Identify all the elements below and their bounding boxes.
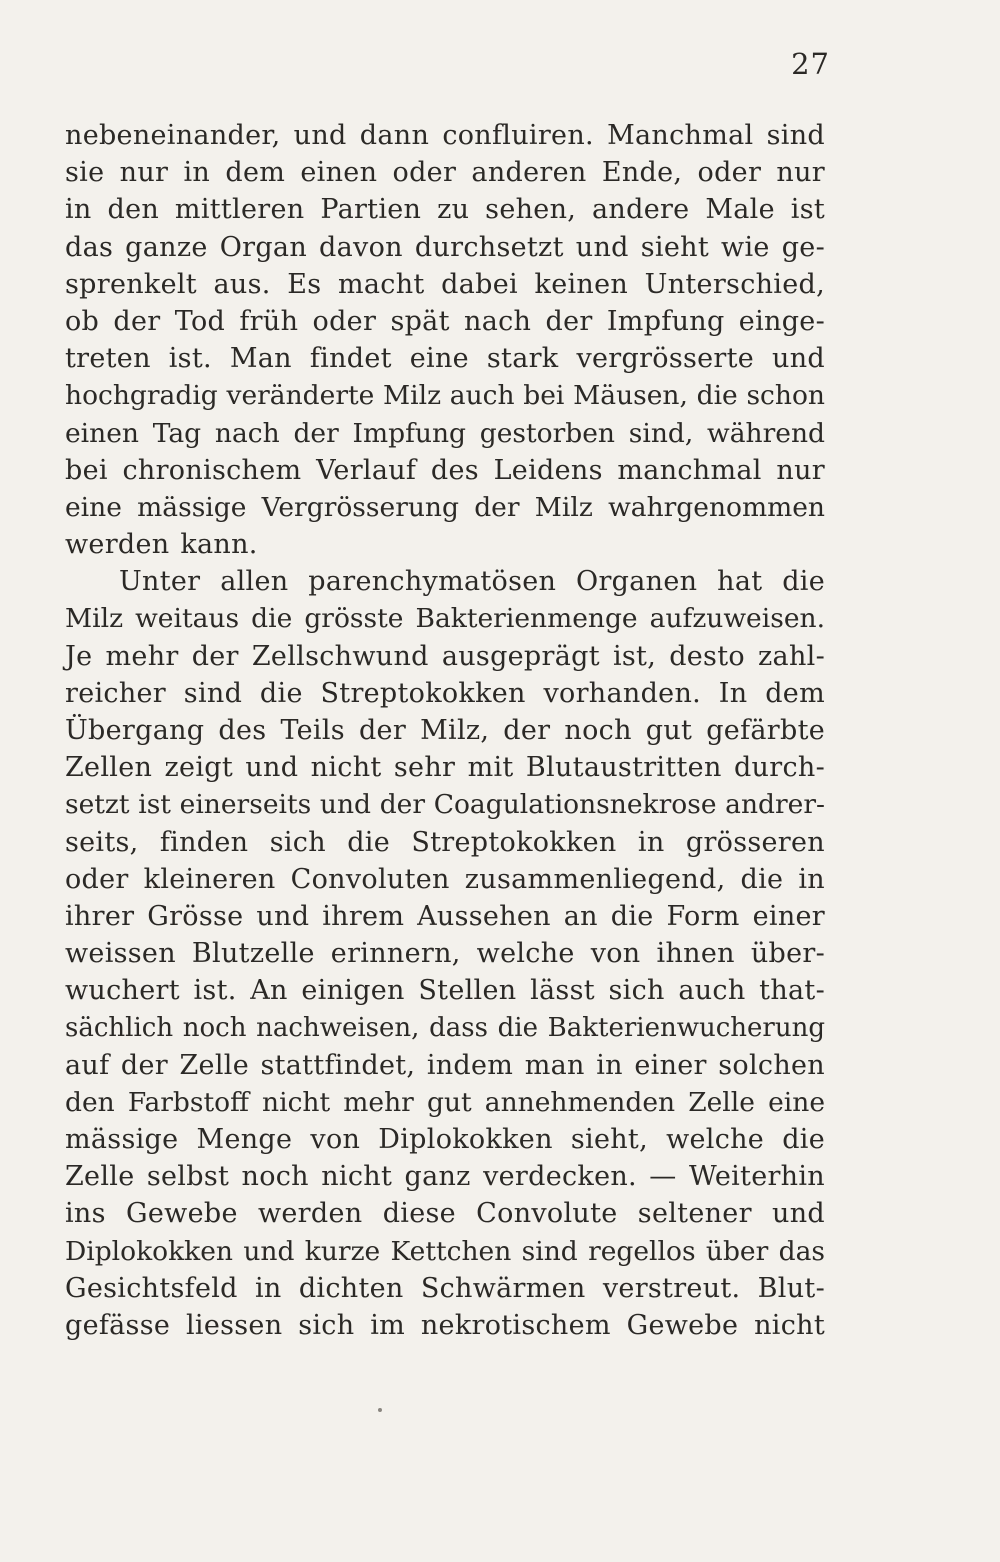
- text-line: Übergang des Teils der Milz, der noch gut gefärbte: [65, 715, 825, 746]
- text-line: sächlich noch nachweisen, dass die Bakterienwucherung: [65, 1012, 825, 1043]
- page-number: 27: [791, 47, 830, 81]
- text-line: hochgradig veränderte Milz auch bei Mäusen, die schon: [65, 380, 825, 412]
- text-line: in den mittleren Partien zu sehen, andere Male ist: [65, 194, 825, 226]
- text-line: oder kleineren Convoluten zusammenliegend, die in: [65, 863, 825, 895]
- print-speck: [378, 1408, 382, 1412]
- text-line: weissen Blutzelle erinnern, welche von ihnen über-: [65, 938, 825, 970]
- text-line: sprenkelt aus. Es macht dabei keinen Unterschied,: [65, 268, 825, 300]
- text-line: einen Tag nach der Impfung gestorben sind, während: [65, 417, 825, 449]
- body-text: [65, 117, 825, 1344]
- text-line: auf der Zelle stattfindet, indem man in einer solchen: [65, 1049, 825, 1081]
- text-line: ob der Tod früh oder spät nach der Impfung einge-: [65, 305, 825, 337]
- text-line: Diplokokken und kurze Kettchen sind regellos über das: [65, 1235, 825, 1267]
- text-line: setzt ist einerseits und der Coagulationsnekrose andrer-: [65, 789, 825, 821]
- text-line: Zellen zeigt und nicht sehr mit Blutaustritten durch-: [65, 752, 825, 784]
- paragraph-start-line: Unter allen parenchymatösen Organen hat die: [119, 566, 825, 598]
- text-line: wuchert ist. An einigen Stellen lässt sich auch that-: [65, 975, 825, 1007]
- text-line: das ganze Organ davon durchsetzt und sieht wie ge-: [65, 231, 825, 263]
- text-line: bei chronischem Verlauf des Leidens manchmal nur: [65, 454, 825, 486]
- text-line: gefässe liessen sich im nekrotischem Gewebe nicht: [65, 1310, 825, 1341]
- text-line: Gesichtsfeld in dichten Schwärmen verstreut. Blut-: [65, 1272, 825, 1304]
- text-line: mässige Menge von Diplokokken sieht, welche die: [65, 1124, 825, 1156]
- text-line: ins Gewebe werden diese Convolute seltener und: [65, 1198, 825, 1230]
- text-line: seits, finden sich die Streptokokken in grösseren: [65, 826, 825, 858]
- text-line: den Farbstoff nicht mehr gut annehmenden Zelle eine: [65, 1086, 825, 1118]
- text-line: ihrer Grösse und ihrem Aussehen an die Form einer: [65, 900, 825, 932]
- text-line: nebeneinander, und dann confluiren. Manchmal sind: [65, 120, 825, 151]
- text-line: reicher sind die Streptokokken vorhanden. In dem: [65, 677, 825, 709]
- text-line: Milz weitaus die grösste Bakterienmenge aufzuweisen.: [65, 603, 825, 635]
- text-line: sie nur in dem einen oder anderen Ende, oder nur: [65, 157, 825, 189]
- paragraph-end-line: werden kann.: [65, 529, 258, 561]
- text-line: Zelle selbst noch nicht ganz verdecken. — Weiterhin: [65, 1161, 825, 1193]
- text-line: eine mässige Vergrösserung der Milz wahrgenommen: [65, 491, 825, 523]
- text-line: treten ist. Man findet eine stark vergrösserte und: [65, 343, 825, 375]
- text-line: Je mehr der Zellschwund ausgeprägt ist, desto zahl-: [65, 640, 825, 672]
